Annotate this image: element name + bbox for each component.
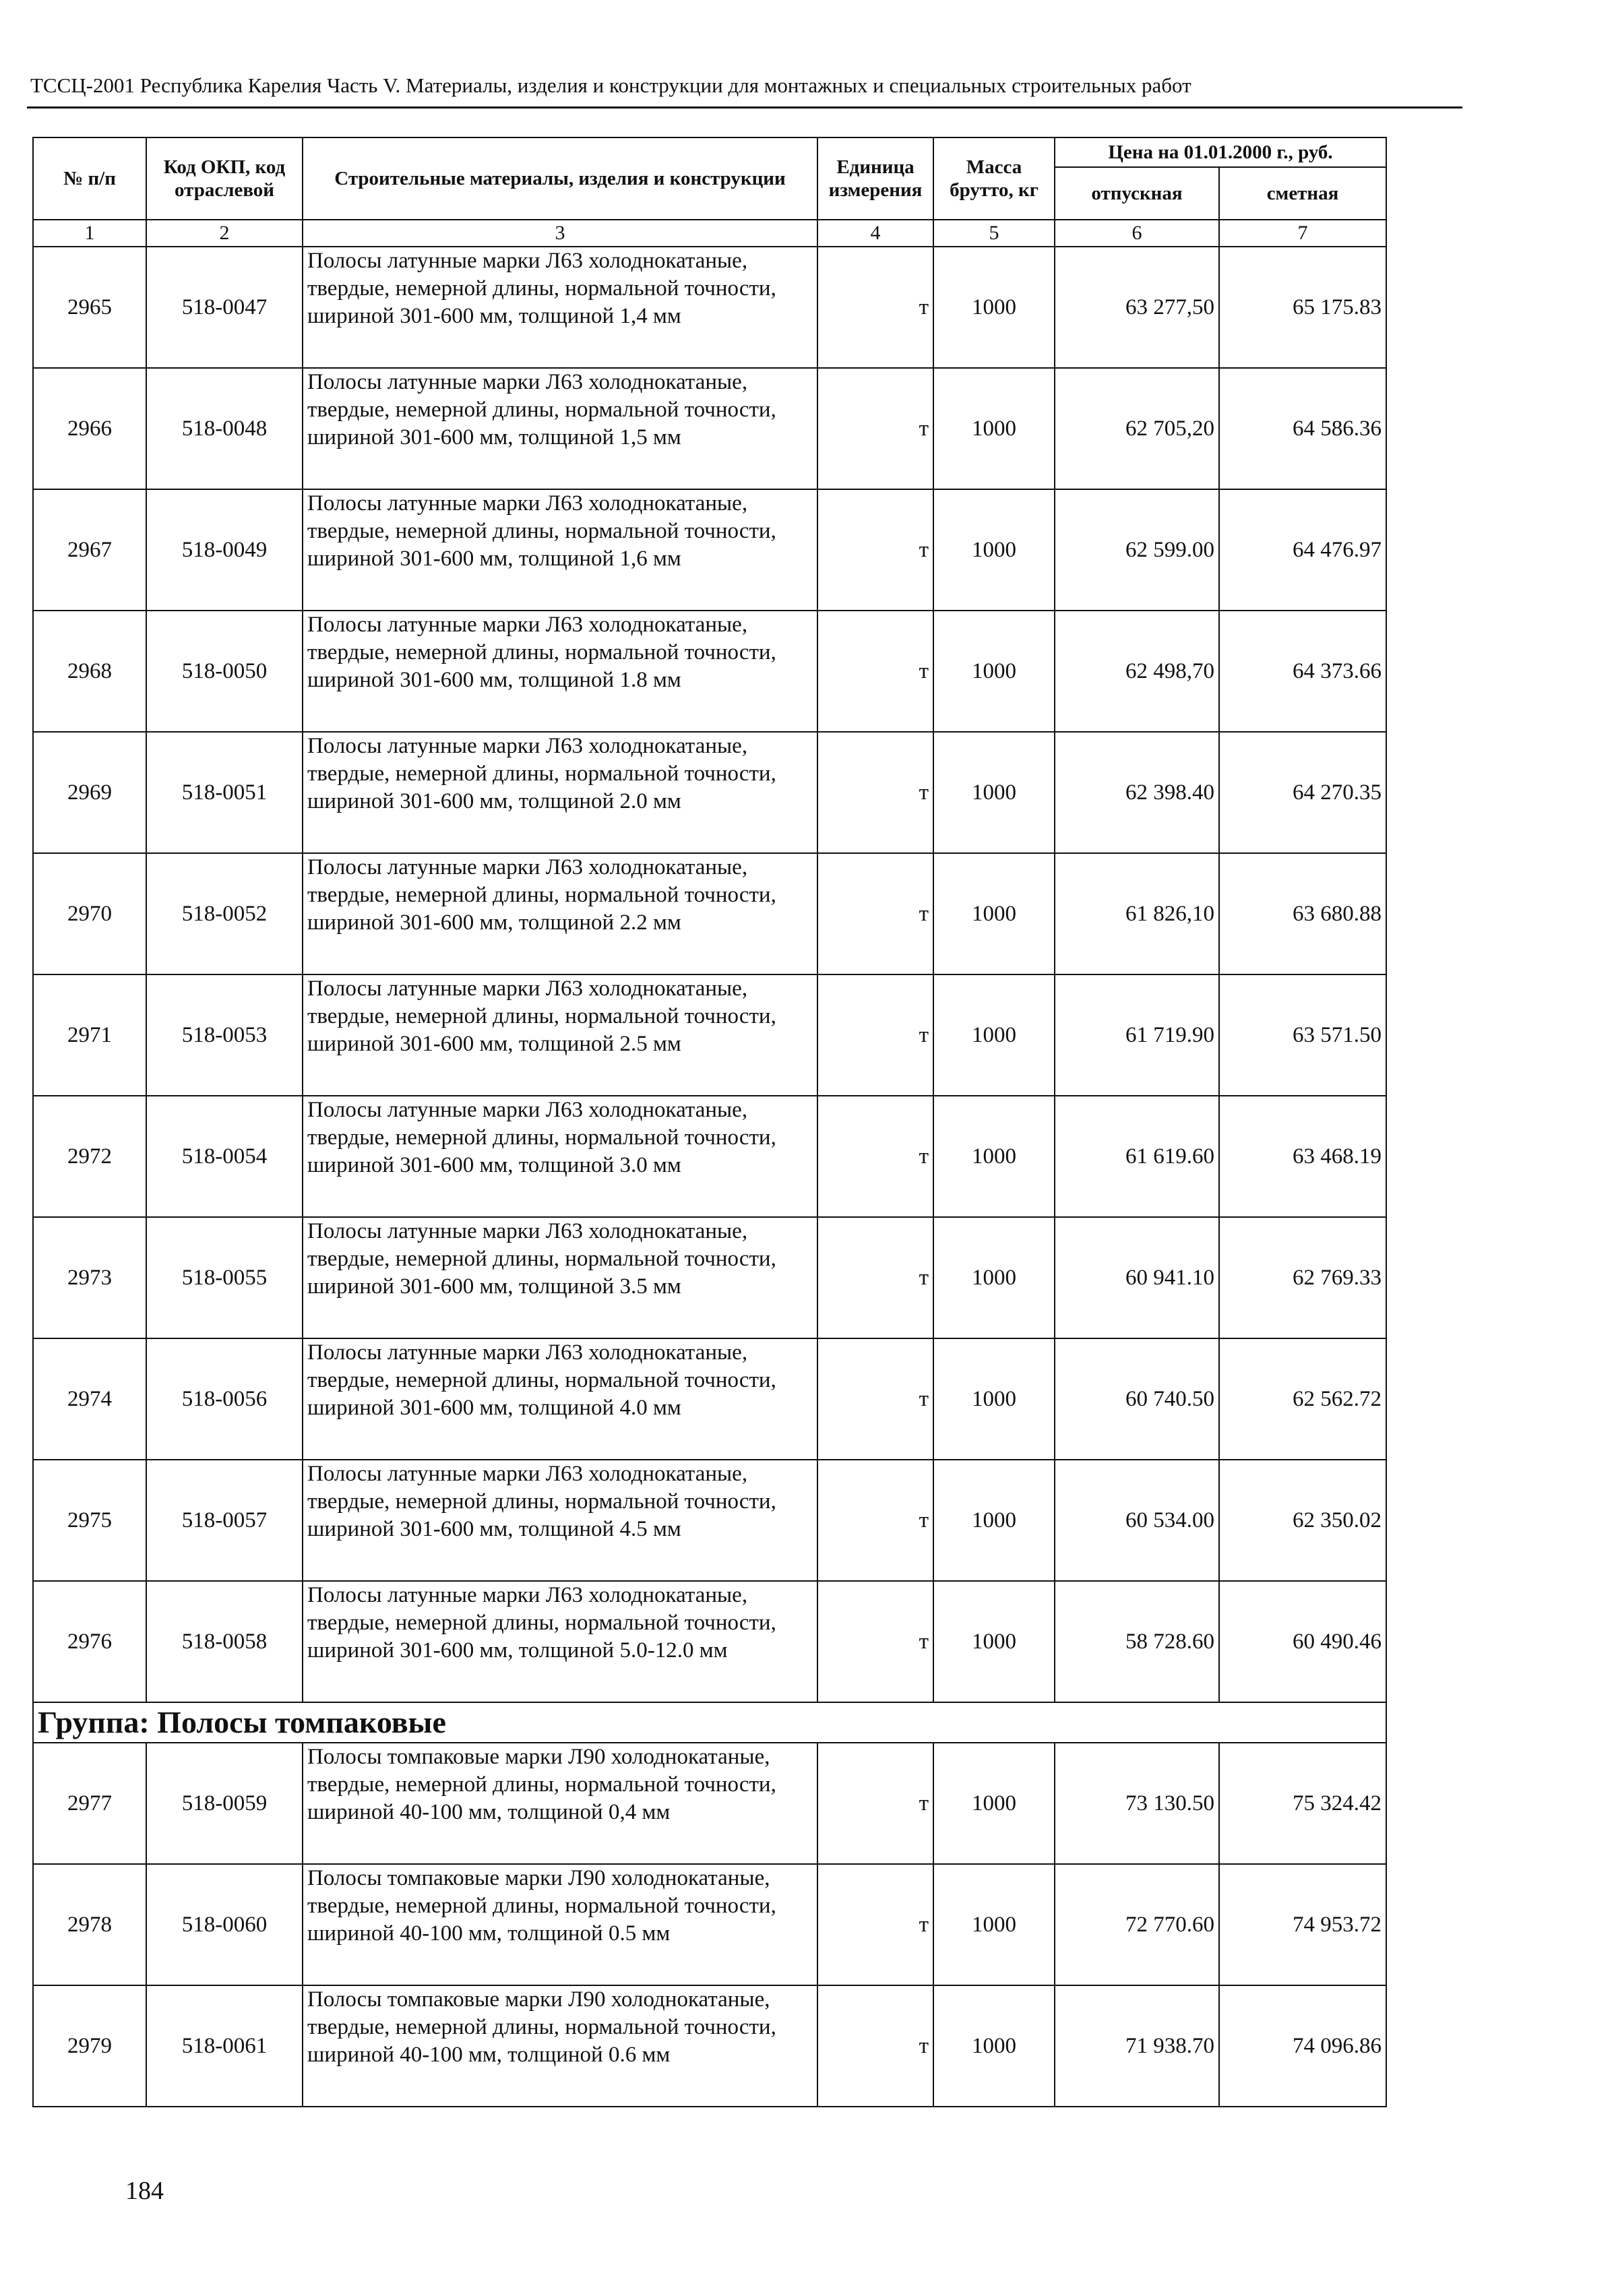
col-header-unit: Единица измерения	[817, 137, 933, 220]
unit: т	[817, 974, 933, 1096]
release-price: 60 941.10	[1055, 1217, 1219, 1338]
col-header-num: № п/п	[33, 137, 146, 220]
material-name: Полосы латунные марки Л63 холоднокатаные, твердые, немерной длины, нормальной точности, шириной 301-600 мм, толщиной 2.5 мм	[303, 974, 817, 1096]
release-price: 63 277,50	[1055, 247, 1219, 368]
row-number: 2965	[33, 247, 146, 368]
release-price: 58 728.60	[1055, 1581, 1219, 1702]
okp-code: 518-0053	[146, 974, 303, 1096]
estimate-price: 75 324.42	[1219, 1743, 1386, 1864]
mass: 1000	[933, 368, 1055, 489]
mass: 1000	[933, 974, 1055, 1096]
table-row	[33, 1096, 1386, 1217]
unit: т	[817, 1096, 933, 1217]
release-price: 62 398.40	[1055, 732, 1219, 853]
row-number: 2976	[33, 1581, 146, 1702]
okp-code: 518-0060	[146, 1864, 303, 1985]
mass: 1000	[933, 1864, 1055, 1985]
okp-code: 518-0054	[146, 1096, 303, 1217]
estimate-price: 63 468.19	[1219, 1096, 1386, 1217]
col-header-mass: Масса брутто, кг	[933, 137, 1055, 220]
material-name: Полосы томпаковые марки Л90 холоднокатаные, твердые, немерной длины, нормальной точности, шириной 40-100 мм, толщиной 0.5 мм	[303, 1864, 817, 1985]
material-name: Полосы латунные марки Л63 холоднокатаные, твердые, немерной длины, нормальной точности, шириной 301-600 мм, толщиной 2.2 мм	[303, 853, 817, 974]
mass: 1000	[933, 247, 1055, 368]
column-number: 4	[817, 220, 933, 247]
release-price: 62 498,70	[1055, 611, 1219, 732]
mass: 1000	[933, 1581, 1055, 1702]
table-row	[33, 368, 1386, 489]
unit: т	[817, 1581, 933, 1702]
unit: т	[817, 732, 933, 853]
material-name: Полосы латунные марки Л63 холоднокатаные, твердые, немерной длины, нормальной точности, шириной 301-600 мм, толщиной 3.5 мм	[303, 1217, 817, 1338]
mass: 1000	[933, 611, 1055, 732]
table-row	[33, 732, 1386, 853]
okp-code: 518-0049	[146, 489, 303, 611]
page-header: ТССЦ-2001 Республика Карелия Часть V. Материалы, изделия и конструкции для монтажных и специальных строительных работ	[30, 73, 1191, 97]
page-number: 184	[125, 2177, 164, 2205]
okp-code: 518-0051	[146, 732, 303, 853]
material-name: Полосы латунные марки Л63 холоднокатаные, твердые, немерной длины, нормальной точности, шириной 301-600 мм, толщиной 2.0 мм	[303, 732, 817, 853]
column-numbers-row	[33, 220, 1386, 247]
row-number: 2967	[33, 489, 146, 611]
table-row	[33, 1864, 1386, 1985]
unit: т	[817, 247, 933, 368]
estimate-price: 63 571.50	[1219, 974, 1386, 1096]
release-price: 71 938.70	[1055, 1985, 1219, 2107]
unit: т	[817, 1985, 933, 2107]
estimate-price: 60 490.46	[1219, 1581, 1386, 1702]
release-price: 60 740.50	[1055, 1338, 1219, 1460]
estimate-price: 74 096.86	[1219, 1985, 1386, 2107]
column-number: 3	[303, 220, 817, 247]
row-number: 2979	[33, 1985, 146, 2107]
row-number: 2972	[33, 1096, 146, 1217]
okp-code: 518-0061	[146, 1985, 303, 2107]
col-header-code: Код ОКП, код отраслевой	[146, 137, 303, 220]
release-price: 62 599.00	[1055, 489, 1219, 611]
table-row	[33, 853, 1386, 974]
okp-code: 518-0059	[146, 1743, 303, 1864]
unit: т	[817, 1864, 933, 1985]
unit: т	[817, 1743, 933, 1864]
estimate-price: 62 350.02	[1219, 1460, 1386, 1581]
row-number: 2974	[33, 1338, 146, 1460]
group-title: Группа: Полосы томпаковые	[33, 1702, 1386, 1743]
release-price: 60 534.00	[1055, 1460, 1219, 1581]
release-price: 72 770.60	[1055, 1864, 1219, 1985]
mass: 1000	[933, 1985, 1055, 2107]
row-number: 2977	[33, 1743, 146, 1864]
estimate-price: 64 270.35	[1219, 732, 1386, 853]
estimate-price: 74 953.72	[1219, 1864, 1386, 1985]
okp-code: 518-0055	[146, 1217, 303, 1338]
table-row	[33, 1338, 1386, 1460]
row-number: 2970	[33, 853, 146, 974]
mass: 1000	[933, 1217, 1055, 1338]
mass: 1000	[933, 1743, 1055, 1864]
table-row	[33, 611, 1386, 732]
okp-code: 518-0056	[146, 1338, 303, 1460]
material-name: Полосы латунные марки Л63 холоднокатаные, твердые, немерной длины, нормальной точности, шириной 301-600 мм, толщиной 4.0 мм	[303, 1338, 817, 1460]
unit: т	[817, 853, 933, 974]
table-row	[33, 247, 1386, 368]
mass: 1000	[933, 1338, 1055, 1460]
table-row	[33, 1581, 1386, 1702]
release-price: 73 130.50	[1055, 1743, 1219, 1864]
estimate-price: 62 769.33	[1219, 1217, 1386, 1338]
release-price: 61 619.60	[1055, 1096, 1219, 1217]
mass: 1000	[933, 853, 1055, 974]
estimate-price: 63 680.88	[1219, 853, 1386, 974]
column-number: 1	[33, 220, 146, 247]
release-price: 61 719.90	[1055, 974, 1219, 1096]
material-name: Полосы латунные марки Л63 холоднокатаные, твердые, немерной длины, нормальной точности, шириной 301-600 мм, толщиной 5.0-12.0 мм	[303, 1581, 817, 1702]
material-name: Полосы латунные марки Л63 холоднокатаные, твердые, немерной длины, нормальной точности, шириной 301-600 мм, толщиной 1.8 мм	[303, 611, 817, 732]
row-number: 2973	[33, 1217, 146, 1338]
unit: т	[817, 368, 933, 489]
unit: т	[817, 1460, 933, 1581]
unit: т	[817, 611, 933, 732]
row-number: 2975	[33, 1460, 146, 1581]
column-number: 7	[1219, 220, 1386, 247]
group-row	[33, 1702, 1386, 1743]
row-number: 2969	[33, 732, 146, 853]
mass: 1000	[933, 1460, 1055, 1581]
material-name: Полосы латунные марки Л63 холоднокатаные, твердые, немерной длины, нормальной точности, шириной 301-600 мм, толщиной 1,5 мм	[303, 368, 817, 489]
estimate-price: 64 586.36	[1219, 368, 1386, 489]
unit: т	[817, 489, 933, 611]
material-name: Полосы латунные марки Л63 холоднокатаные, твердые, немерной длины, нормальной точности, шириной 301-600 мм, толщиной 3.0 мм	[303, 1096, 817, 1217]
okp-code: 518-0050	[146, 611, 303, 732]
material-name: Полосы томпаковые марки Л90 холоднокатаные, твердые, немерной длины, нормальной точности, шириной 40-100 мм, толщиной 0.6 мм	[303, 1985, 817, 2107]
okp-code: 518-0048	[146, 368, 303, 489]
material-name: Полосы томпаковые марки Л90 холоднокатаные, твердые, немерной длины, нормальной точности, шириной 40-100 мм, толщиной 0,4 мм	[303, 1743, 817, 1864]
material-name: Полосы латунные марки Л63 холоднокатаные, твердые, немерной длины, нормальной точности, шириной 301-600 мм, толщиной 1,4 мм	[303, 247, 817, 368]
mass: 1000	[933, 489, 1055, 611]
estimate-price: 65 175.83	[1219, 247, 1386, 368]
table-row	[33, 489, 1386, 611]
table-row	[33, 1985, 1386, 2107]
mass: 1000	[933, 732, 1055, 853]
okp-code: 518-0047	[146, 247, 303, 368]
okp-code: 518-0052	[146, 853, 303, 974]
col-header-name: Строительные материалы, изделия и конструкции	[303, 137, 817, 220]
table-row	[33, 974, 1386, 1096]
table-row	[33, 1460, 1386, 1581]
col-header-price-release: отпускная	[1055, 167, 1219, 220]
column-number: 5	[933, 220, 1055, 247]
okp-code: 518-0057	[146, 1460, 303, 1581]
row-number: 2966	[33, 368, 146, 489]
col-header-price-group: Цена на 01.01.2000 г., руб.	[1055, 137, 1386, 167]
unit: т	[817, 1338, 933, 1460]
row-number: 2978	[33, 1864, 146, 1985]
material-name: Полосы латунные марки Л63 холоднокатаные, твердые, немерной длины, нормальной точности, шириной 301-600 мм, толщиной 4.5 мм	[303, 1460, 817, 1581]
col-header-price-estimate: сметная	[1219, 167, 1386, 220]
materials-table	[32, 137, 1387, 2107]
unit: т	[817, 1217, 933, 1338]
table-row	[33, 1743, 1386, 1864]
estimate-price: 64 373.66	[1219, 611, 1386, 732]
estimate-price: 62 562.72	[1219, 1338, 1386, 1460]
row-number: 2971	[33, 974, 146, 1096]
release-price: 61 826,10	[1055, 853, 1219, 974]
column-number: 2	[146, 220, 303, 247]
table-row	[33, 1217, 1386, 1338]
header-rule	[27, 106, 1462, 108]
release-price: 62 705,20	[1055, 368, 1219, 489]
okp-code: 518-0058	[146, 1581, 303, 1702]
column-number: 6	[1055, 220, 1219, 247]
row-number: 2968	[33, 611, 146, 732]
estimate-price: 64 476.97	[1219, 489, 1386, 611]
mass: 1000	[933, 1096, 1055, 1217]
material-name: Полосы латунные марки Л63 холоднокатаные, твердые, немерной длины, нормальной точности, шириной 301-600 мм, толщиной 1,6 мм	[303, 489, 817, 611]
